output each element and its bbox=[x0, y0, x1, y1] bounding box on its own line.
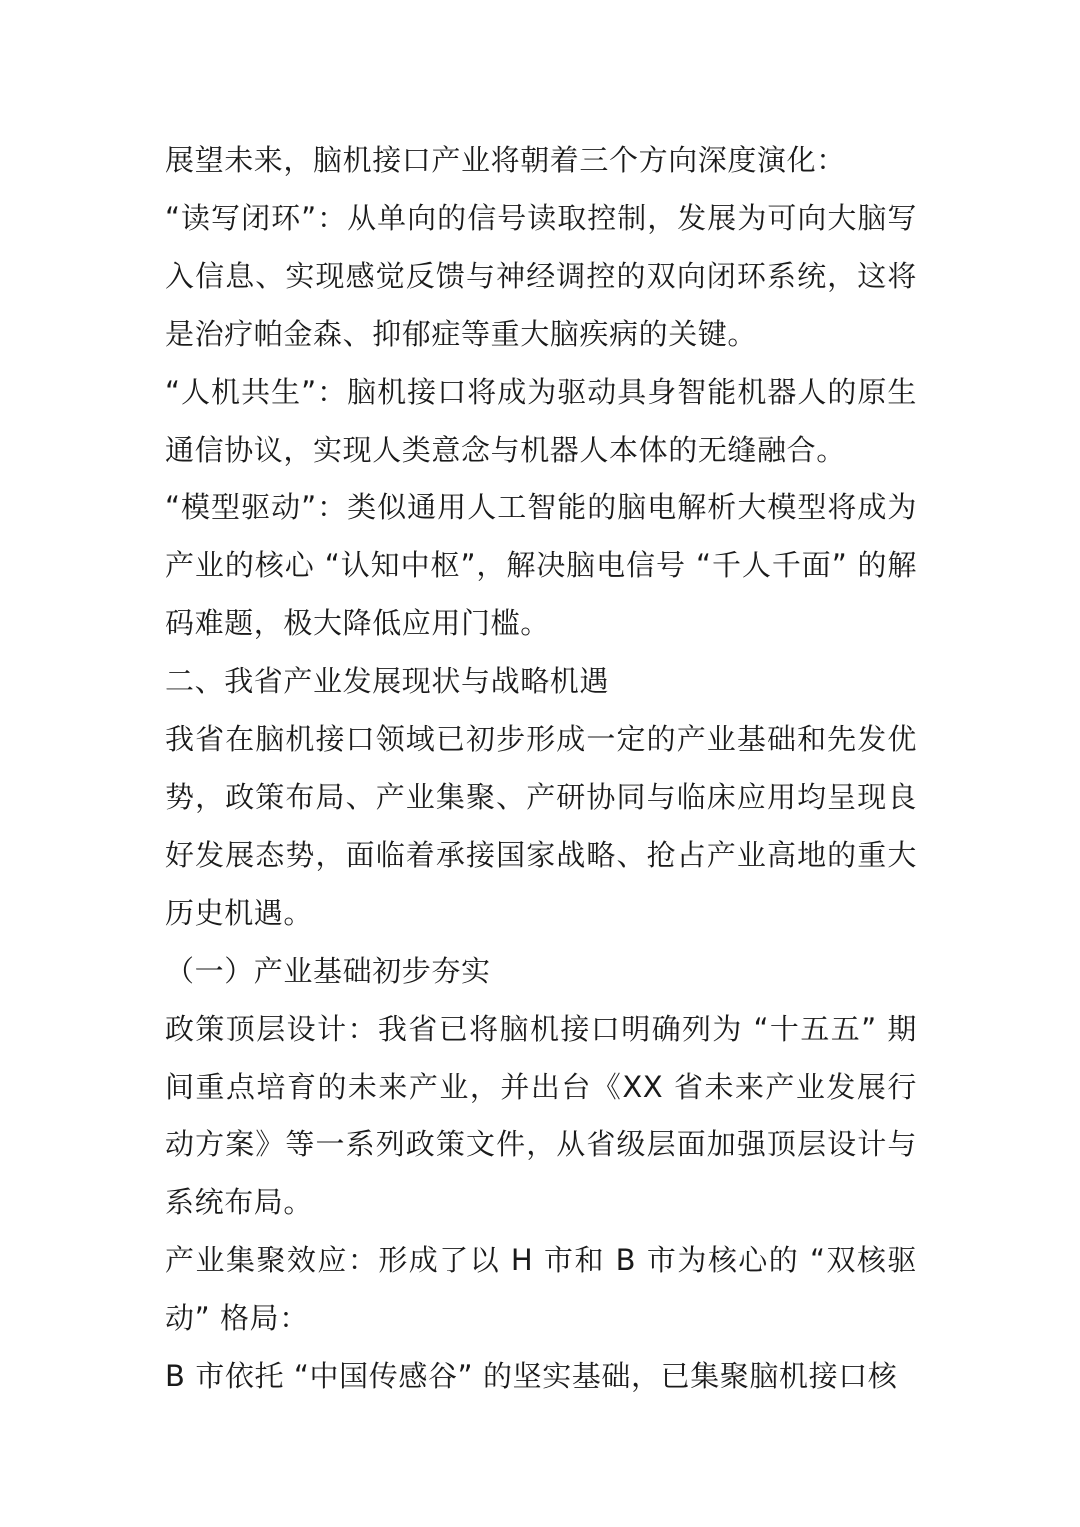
document-body bbox=[165, 132, 917, 1406]
subsection-heading-1: （一）产业基础初步夯实 bbox=[165, 953, 491, 988]
paragraph-read-write-loop: “读写闭环”：从单向的信号读取控制，发展为可向大脑写入信息、实现感觉反馈与神经调控的双向闭环系统，这将是治疗帕金森、抑郁症等重大脑疾病的关键。 bbox=[165, 200, 917, 351]
paragraph-province-status: 我省在脑机接口领域已初步形成一定的产业基础和先发优势，政策布局、产业集聚、产研协同与临床应用均呈现良好发展态势，面临着承接国家战略、抢占产业高地的重大历史机遇。 bbox=[165, 722, 917, 930]
paragraph-policy-design: 政策顶层设计：我省已将脑机接口明确列为 “十五五” 期间重点培育的未来产业，并出台《XX 省未来产业发展行动方案》等一系列政策文件，从省级层面加强顶层设计与系统布局。 bbox=[165, 1011, 917, 1220]
section-heading-2: 二、我省产业发展现状与战略机遇 bbox=[165, 664, 610, 699]
paragraph-industry-cluster: 产业集聚效应：形成了以 H 市和 B 市为核心的 “双核驱动” 格局： bbox=[165, 1243, 917, 1336]
paragraph-model-driven: “模型驱动”：类似通用人工智能的脑电解析大模型将成为产业的核心 “认知中枢”，解决脑电信号 “千人千面” 的解码难题，极大降低应用门槛。 bbox=[165, 490, 917, 641]
paragraph-outlook-intro: 展望未来，脑机接口产业将朝着三个方向深度演化： bbox=[165, 143, 846, 177]
paragraph-b-city: B 市依托 “中国传感谷” 的坚实基础，已集聚脑机接口核 bbox=[165, 1359, 898, 1394]
paragraph-human-machine-symbiosis: “人机共生”：脑机接口将成为驱动具身智能机器人的原生通信协议，实现人类意念与机器人本体的无缝融合。 bbox=[165, 374, 917, 467]
